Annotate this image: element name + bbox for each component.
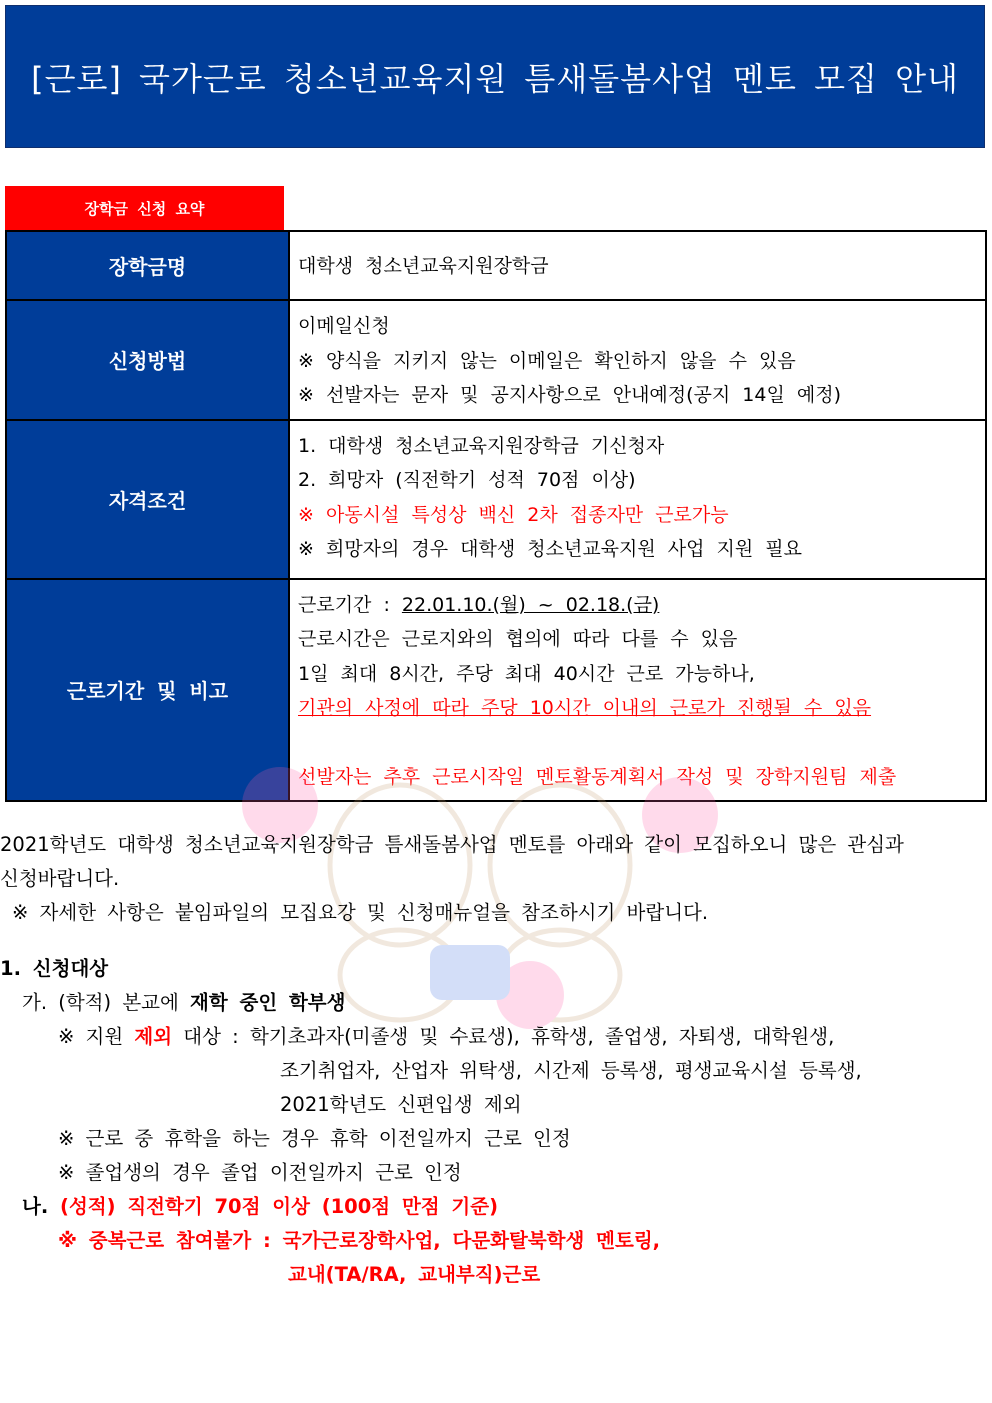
work-period-dates: 22.01.10.(월) ~ 02.18.(금)	[401, 593, 660, 616]
item-na-text: (성적) 직전학기 70점 이상 (100점 만점 기준)	[60, 1195, 498, 1218]
row-value-eligibility	[289, 420, 986, 579]
spacer	[298, 726, 979, 760]
summary-tab-label: 장학금 신청 요약	[5, 186, 284, 230]
intro-text: 신청바랍니다.	[0, 867, 120, 890]
intro-text: 2021학년도 대학생 청소년교육지원장학금 틈새돌봄사업 멘토를 아래와 같이 모집하오니 많은 관심과	[0, 833, 904, 856]
list-item: ※ 졸업생의 경우 졸업 이전일까지 근로 인정	[58, 1161, 462, 1184]
exclusion-prefix: ※ 지원	[58, 1025, 135, 1048]
row-label-eligibility: 자격조건	[6, 420, 289, 579]
work-period-label: 근로기간 :	[298, 593, 402, 616]
table-row	[6, 579, 986, 802]
row-value-work-period	[289, 579, 986, 802]
value-line-highlight: 기관의 사정에 따라 주당 10시간 이내의 근로가 진행될 수 있음	[298, 697, 872, 719]
list-item: 2021학년도 신편입생 제외	[280, 1093, 522, 1116]
row-value-apply-method	[289, 300, 986, 420]
item-ga-emphasis: 재학 중인 학부생	[190, 991, 346, 1014]
item-na-prefix: 나.	[22, 1195, 61, 1218]
value-line: 1. 대학생 청소년교육지원장학금 기신청자	[298, 434, 665, 457]
list-item: 조기취업자, 산업자 위탁생, 시간제 등록생, 평생교육시설 등록생,	[280, 1059, 862, 1082]
row-value-scholarship-name	[289, 231, 986, 300]
summary-table	[5, 230, 987, 802]
body-content	[0, 828, 985, 1292]
value-line: 근로시간은 근로지와의 협의에 따라 다를 수 있음	[298, 628, 738, 650]
list-item	[0, 1190, 985, 1224]
list-item: ※ 중복근로 참여불가 : 국가근로장학사업, 다문화탈북학생 멘토링,	[58, 1229, 661, 1252]
exclusion-list: 대상 : 학기초과자(미졸생 및 수료생), 휴학생, 졸업생, 자퇴생, 대학원생,	[172, 1025, 835, 1048]
table-row	[6, 300, 986, 420]
value-line-highlight: 선발자는 추후 근로시작일 멘토활동계획서 작성 및 장학지원팀 제출	[298, 765, 897, 788]
value-line: ※ 양식을 지키지 않는 이메일은 확인하지 않을 수 있음	[298, 349, 796, 372]
list-item: ※ 근로 중 휴학을 하는 경우 휴학 이전일까지 근로 인정	[58, 1127, 571, 1150]
value-line	[298, 588, 979, 623]
section-heading: 1. 신청대상	[0, 957, 109, 980]
list-item	[0, 986, 985, 1020]
table-row	[6, 231, 986, 300]
row-label-scholarship-name: 장학금명	[6, 231, 289, 300]
reference-note: ※ 자세한 사항은 붙임파일의 모집요강 및 신청매뉴얼을 참조하시기 바랍니다.	[12, 901, 709, 924]
row-label-work-period: 근로기간 및 비고	[6, 579, 289, 802]
list-item	[0, 1020, 985, 1054]
value-line: 이메일신청	[298, 315, 390, 337]
item-ga-prefix: 가. (학적) 본교에	[22, 991, 191, 1014]
row-label-apply-method: 신청방법	[6, 300, 289, 420]
value-line: 대학생 청소년교육지원장학금	[298, 255, 549, 278]
list-item: 교내(TA/RA, 교내부직)근로	[288, 1263, 541, 1286]
value-line: ※ 희망자의 경우 대학생 청소년교육지원 사업 지원 필요	[298, 538, 802, 560]
title-banner	[5, 5, 985, 148]
exclusion-keyword: 제외	[134, 1025, 173, 1048]
value-line: ※ 선발자는 문자 및 공지사항으로 안내예정(공지 14일 예정)	[298, 384, 841, 406]
page-title: [근로] 국가근로 청소년교육지원 틈새돌봄사업 멘토 모집 안내	[31, 59, 959, 98]
value-line: 1일 최대 8시간, 주당 최대 40시간 근로 가능하나,	[298, 662, 755, 685]
value-line-highlight: ※ 아동시설 특성상 백신 2차 접종자만 근로가능	[298, 503, 729, 526]
value-line: 2. 희망자 (직전학기 성적 70점 이상)	[298, 469, 636, 491]
table-row	[6, 420, 986, 579]
